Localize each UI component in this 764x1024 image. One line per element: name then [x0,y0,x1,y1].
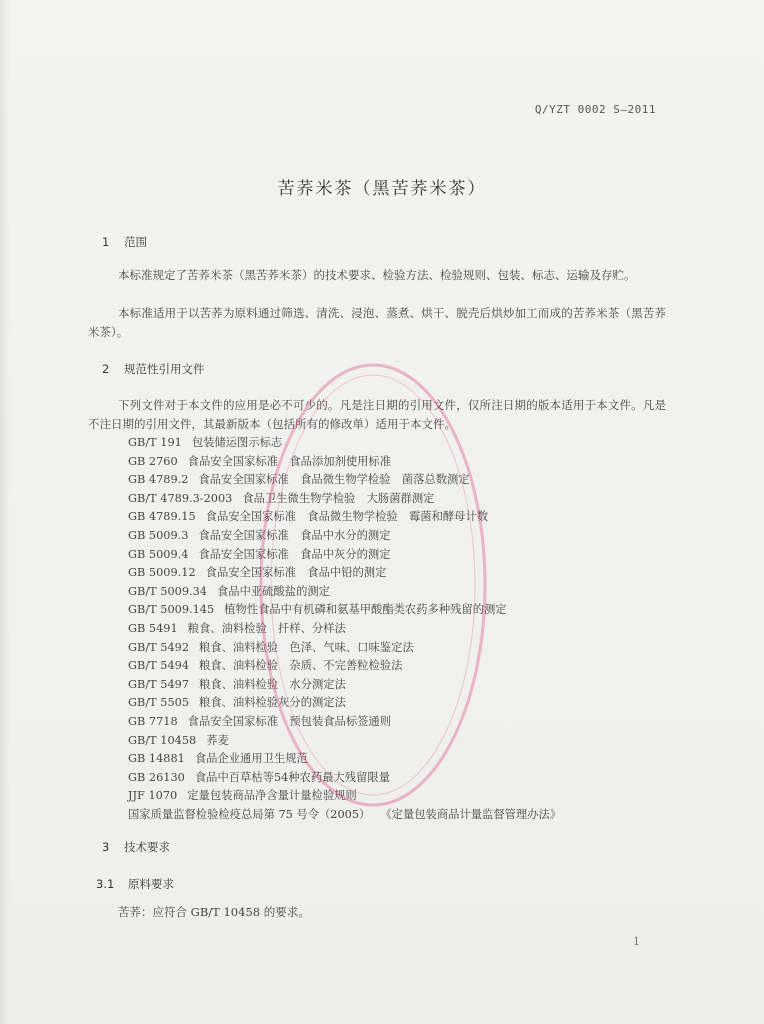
section-1-paragraph-1: 本标准规定了苦荞米茶（黑苦荞米茶）的技术要求、检验方法、检验规则、包装、标志、运输及存贮。 [118,268,636,282]
reference-title: 食品安全国家标准 食品微生物学检验 菌落总数测定 [198,473,470,487]
reference-item [128,490,648,509]
reference-item [128,453,648,472]
section-1-paragraph-2: 本标准适用于以苦荞为原料通过筛选、清洗、浸泡、蒸煮、烘干、脱壳后烘炒加工而成的苦荞米茶（黑苦荞米茶）。 [88,306,666,339]
reference-item [128,806,648,825]
reference-title: 粮食、油料检验 水分测定法 [199,677,346,691]
reference-code: GB 4789.2 [128,473,189,487]
reference-item [128,564,648,583]
reference-title: 荞麦 [206,733,229,747]
reference-title: 粮食、油料检验 杂质、不完善粒检验法 [199,659,403,673]
reference-title: 食品安全国家标准 食品微生物学检验 霉菌和酵母计数 [205,510,489,524]
subsection-3-1-text: 苦荞：应符合 GB/T 10458 的要求。 [118,905,310,919]
subsection-title: 原料要求 [128,877,174,891]
reference-code: GB 5491 [128,621,178,635]
reference-item [128,657,648,676]
reference-item [128,639,648,658]
reference-title: 食品企业通用卫生规范 [194,752,308,766]
reference-item [128,434,648,453]
reference-code: GB 5009.3 [128,528,189,542]
reference-item [128,750,648,769]
scan-shadow [0,0,10,1024]
reference-title: 食品安全国家标准 食品中铅的测定 [205,566,387,580]
subsection-number: 3.1 [96,877,115,891]
section-1-heading [102,234,147,250]
reference-code: GB 26130 [128,770,185,784]
section-number: 3 [102,840,110,854]
section-title: 技术要求 [124,840,170,854]
reference-code: GB 7718 [128,714,178,728]
reference-item [128,732,648,751]
reference-code: GB 14881 [128,752,185,766]
reference-title: 食品卫生微生物学检验 大肠菌群测定 [242,491,435,505]
reference-item [128,769,648,788]
reference-code: GB 4789.15 [128,510,196,524]
subsection-3-1-heading [96,876,174,892]
section-2-intro: 下列文件对于本文件的应用是必不可少的。凡是注日期的引用文件，仅所注日期的版本适用于本文件。凡是不注日期的引用文件，其最新版本（包括所有的修改单）适用于本文件。 [88,398,666,431]
reference-title: 定量包装商品净含量计量检验规则 [187,789,357,803]
reference-title: 食品安全国家标准 预包装食品标签通则 [187,714,392,728]
reference-item [128,601,648,620]
reference-title: 植物性食品中有机磷和氨基甲酸酯类农药多种残留的测定 [224,603,507,617]
reference-title: 食品安全国家标准 食品添加剂使用标准 [187,454,392,468]
reference-code: GB/T 5009.145 [128,603,215,617]
reference-item [128,787,648,806]
reference-title: 食品中亚硫酸盐的测定 [216,584,330,598]
reference-code: GB/T 5009.34 [128,584,207,598]
reference-item [128,676,648,695]
section-3-heading [102,839,170,855]
standard-code: Q/YZT 0002 S—2011 [534,103,656,116]
reference-title: 食品中百草枯等54种农药最大残留限量 [194,770,390,784]
reference-item [128,527,648,546]
reference-item [128,620,648,639]
reference-code: JJF 1070 [128,789,178,803]
reference-item [128,583,648,602]
reference-title: 粮食、油料检验灰分的测定法 [199,696,346,710]
document-title: 苦荞米茶（黑苦荞米茶） [277,179,487,199]
reference-title: 包装储运图示标志 [191,436,283,449]
reference-code: GB/T 4789.3-2003 [128,491,233,505]
reference-code: GB/T 10458 [128,733,197,747]
reference-item [128,508,648,527]
reference-code: 国家质量监督检验检疫总局第 75 号令（2005） [128,807,371,821]
reference-item [128,471,648,490]
reference-code: GB/T 5494 [128,659,190,673]
reference-title: 食品安全国家标准 食品中水分的测定 [198,528,391,542]
section-title: 规范性引用文件 [124,362,205,376]
reference-item [128,713,648,732]
reference-code: GB/T 191 [128,436,182,449]
reference-code: GB/T 5492 [128,640,190,654]
section-title: 范围 [124,235,147,249]
reference-code: GB 5009.4 [128,547,189,561]
section-number: 2 [102,362,110,376]
reference-code: GB 5009.12 [128,566,196,580]
reference-title: 食品安全国家标准 食品中灰分的测定 [198,547,391,561]
reference-code: GB 2760 [128,454,178,468]
section-2-heading [102,361,205,377]
reference-title: 《定量包装商品计量监督管理办法》 [380,807,562,821]
reference-code: GB/T 5497 [128,677,190,691]
reference-title: 粮食、油料检验 色泽、气味、口味鉴定法 [199,640,414,654]
page-number: 1 [633,935,640,948]
reference-item [128,694,648,713]
normative-references-list [128,434,648,824]
reference-item [128,546,648,565]
section-number: 1 [102,235,110,249]
reference-code: GB/T 5505 [128,696,190,710]
reference-title: 粮食、油料检验 扦样、分样法 [187,621,346,635]
